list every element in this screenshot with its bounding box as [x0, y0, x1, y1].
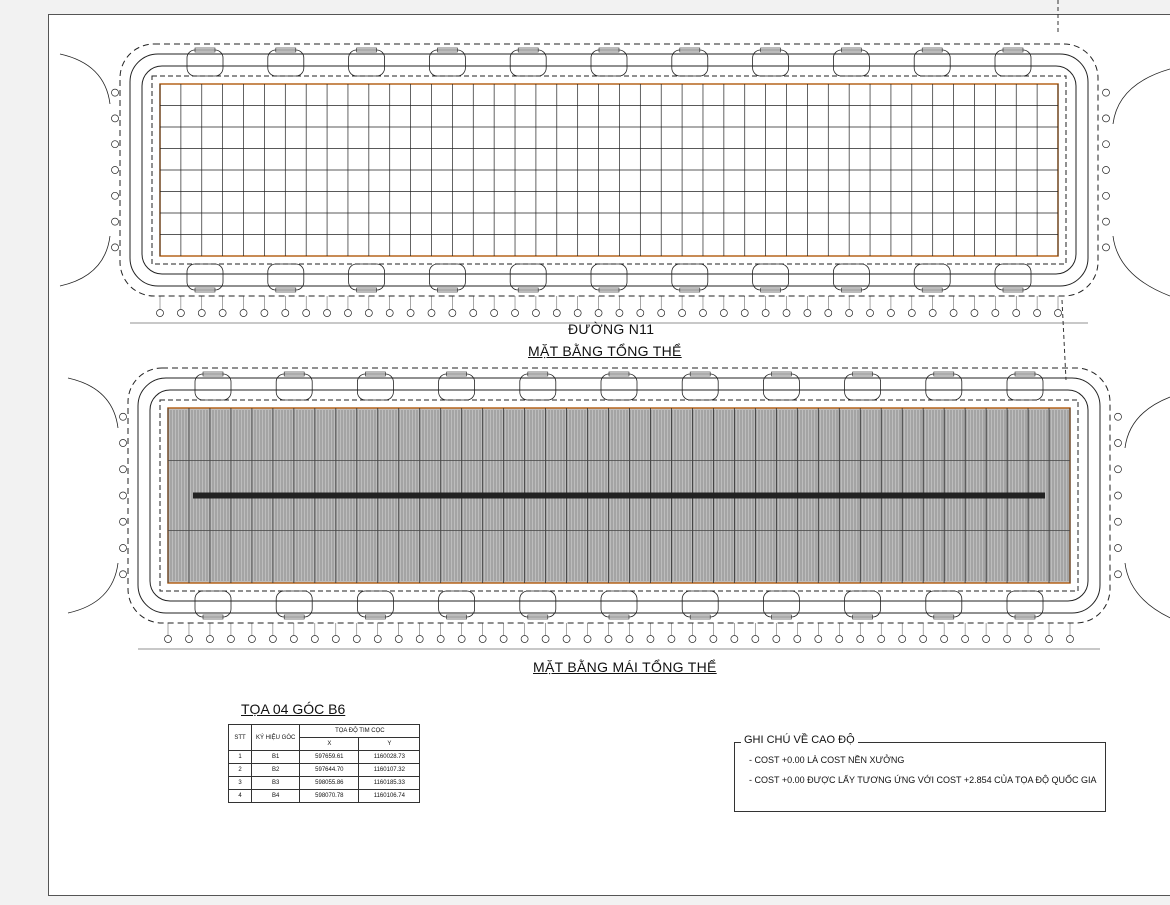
grid-bubble — [407, 310, 414, 317]
grid-bubble — [365, 310, 372, 317]
grid-bubble — [846, 310, 853, 317]
site-plan-title: MẶT BẰNG TỔNG THỂ — [528, 343, 682, 359]
grid-bubble — [521, 636, 528, 643]
table-row — [229, 751, 420, 764]
coordinate-table — [228, 724, 420, 803]
cell-x: 597644.70 — [300, 764, 359, 777]
grid-bubble — [120, 545, 127, 552]
grid-bubble — [762, 310, 769, 317]
grid-bubble — [992, 310, 999, 317]
grid-bubble — [668, 636, 675, 643]
grid-bubble — [227, 636, 234, 643]
cell-stt: 4 — [229, 790, 252, 803]
grid-bubble — [386, 310, 393, 317]
cell-stt: 2 — [229, 764, 252, 777]
grid-bubble — [1115, 413, 1122, 420]
grid-bubble — [1115, 545, 1122, 552]
grid-bubble — [929, 310, 936, 317]
grid-bubble — [416, 636, 423, 643]
grid-bubble — [512, 310, 519, 317]
grid-bubble — [553, 310, 560, 317]
cell-y: 1160028.73 — [359, 751, 420, 764]
table-row — [229, 790, 420, 803]
grid-bubble — [699, 310, 706, 317]
grid-bubble — [794, 636, 801, 643]
grid-bubble — [282, 310, 289, 317]
grid-bubble — [1115, 466, 1122, 473]
grid-bubble — [428, 310, 435, 317]
cell-y: 1160107.32 — [359, 764, 420, 777]
grid-bubble — [647, 636, 654, 643]
cell-stt: 3 — [229, 777, 252, 790]
grid-bubble — [470, 310, 477, 317]
grid-bubble — [248, 636, 255, 643]
grid-bubble — [185, 636, 192, 643]
grid-bubble — [332, 636, 339, 643]
access-road — [60, 54, 110, 104]
grid-bubble — [626, 636, 633, 643]
grid-bubble — [1034, 310, 1041, 317]
grid-bubble — [112, 218, 119, 225]
grid-bubble — [449, 310, 456, 317]
grid-bubble — [773, 636, 780, 643]
grid-bubble — [679, 310, 686, 317]
table-row — [229, 777, 420, 790]
cell-y: 1160106.74 — [359, 790, 420, 803]
grid-bubble — [532, 310, 539, 317]
grid-bubble — [710, 636, 717, 643]
grid-bubble — [491, 310, 498, 317]
roof-plan — [68, 368, 1170, 649]
access-road — [1125, 393, 1170, 448]
grid-bubble — [324, 310, 331, 317]
grid-bubble — [112, 192, 119, 199]
grid-bubble — [920, 636, 927, 643]
site-plan — [60, 44, 1170, 323]
grid-bubble — [815, 636, 822, 643]
grid-bubble — [563, 636, 570, 643]
grid-bubble — [437, 636, 444, 643]
access-road — [1125, 563, 1170, 623]
grid-bubble — [637, 310, 644, 317]
cell-x: 598055.86 — [300, 777, 359, 790]
header-symbol: KÝ HIỆU GÓC — [252, 725, 300, 751]
grid-bubble — [878, 636, 885, 643]
grid-bubble — [941, 636, 948, 643]
header-x: X — [300, 738, 359, 751]
note-line-1: - COST +0.00 LÀ COST NỀN XƯỞNG — [749, 755, 905, 765]
grid-bubble — [206, 636, 213, 643]
grid-bubble — [783, 310, 790, 317]
grid-bubble — [1103, 218, 1110, 225]
grid-bubble — [1025, 636, 1032, 643]
grid-bubble — [1115, 492, 1122, 499]
grid-bubble — [353, 636, 360, 643]
grid-bubble — [584, 636, 591, 643]
grid-bubble — [395, 636, 402, 643]
grid-bubble — [303, 310, 310, 317]
grid-bubble — [836, 636, 843, 643]
grid-bubble — [500, 636, 507, 643]
notes-title: GHI CHÚ VỀ CAO ĐỘ — [741, 734, 858, 746]
grid-bubble — [971, 310, 978, 317]
table-row — [229, 764, 420, 777]
grid-bubble — [219, 310, 226, 317]
grid-bubble — [950, 310, 957, 317]
grid-bubble — [741, 310, 748, 317]
grid-bubble — [720, 310, 727, 317]
grid-bubble — [574, 310, 581, 317]
grid-bubble — [542, 636, 549, 643]
grid-bubble — [177, 310, 184, 317]
grid-bubble — [605, 636, 612, 643]
access-road — [1113, 69, 1170, 124]
grid-bubble — [1115, 440, 1122, 447]
road-label: ĐƯỜNG N11 — [568, 321, 655, 337]
grid-bubble — [887, 310, 894, 317]
header-y: Y — [359, 738, 420, 751]
access-road — [1113, 236, 1170, 296]
grid-bubble — [658, 310, 665, 317]
grid-bubble — [825, 310, 832, 317]
grid-bubble — [689, 636, 696, 643]
grid-bubble — [112, 141, 119, 148]
grid-bubble — [1067, 636, 1074, 643]
grid-bubble — [857, 636, 864, 643]
grid-bubble — [458, 636, 465, 643]
grid-bubble — [1046, 636, 1053, 643]
cell-symbol: B1 — [252, 751, 300, 764]
grid-bubble — [595, 310, 602, 317]
grid-bubble — [962, 636, 969, 643]
access-road — [68, 378, 118, 428]
grid-bubble — [908, 310, 915, 317]
grid-bubble — [1103, 141, 1110, 148]
roof-ridge — [193, 493, 1045, 499]
grid-bubble — [157, 310, 164, 317]
grid-bubble — [899, 636, 906, 643]
grid-bubble — [1103, 167, 1110, 174]
grid-bubble — [1115, 518, 1122, 525]
cell-y: 1160185.33 — [359, 777, 420, 790]
grid-bubble — [1103, 115, 1110, 122]
grid-bubble — [804, 310, 811, 317]
cell-x: 598070.78 — [300, 790, 359, 803]
grid-bubble — [261, 310, 268, 317]
grid-bubble — [1103, 89, 1110, 96]
grid-bubble — [165, 636, 172, 643]
grid-bubble — [1055, 310, 1062, 317]
grid-bubble — [198, 310, 205, 317]
grid-bubble — [983, 636, 990, 643]
grid-bubble — [731, 636, 738, 643]
grid-bubble — [269, 636, 276, 643]
roof-plan-title: MẶT BẰNG MÁI TỔNG THỂ — [533, 659, 717, 675]
grid-bubble — [616, 310, 623, 317]
access-road — [60, 236, 110, 286]
grid-bubble — [1115, 571, 1122, 578]
grid-bubble — [290, 636, 297, 643]
grid-bubble — [1103, 244, 1110, 251]
grid-bubble — [479, 636, 486, 643]
grid-bubble — [752, 636, 759, 643]
grid-bubble — [120, 571, 127, 578]
note-line-2: - COST +0.00 ĐƯỢC LẤY TƯƠNG ỨNG VỚI COST +2.854 CỦA TỌA ĐỘ QUỐC GIA — [749, 775, 1097, 785]
grid-bubble — [120, 440, 127, 447]
header-group: TỌA ĐỘ TIM CỌC — [300, 725, 420, 738]
grid-bubble — [112, 244, 119, 251]
grid-bubble — [112, 167, 119, 174]
cell-symbol: B3 — [252, 777, 300, 790]
grid-bubble — [120, 492, 127, 499]
elevation-notes — [734, 734, 1106, 812]
grid-bubble — [311, 636, 318, 643]
cell-symbol: B4 — [252, 790, 300, 803]
access-road — [68, 563, 118, 613]
header-stt: STT — [229, 725, 252, 751]
cell-symbol: B2 — [252, 764, 300, 777]
grid-bubble — [374, 636, 381, 643]
grid-bubble — [120, 518, 127, 525]
grid-bubble — [1103, 192, 1110, 199]
grid-bubble — [1004, 636, 1011, 643]
coordinate-table-title: TỌA 04 GÓC B6 — [241, 701, 346, 717]
grid-bubble — [112, 115, 119, 122]
grid-bubble — [1013, 310, 1020, 317]
cell-x: 597659.61 — [300, 751, 359, 764]
grid-bubble — [120, 413, 127, 420]
grid-bubble — [344, 310, 351, 317]
grid-bubble — [867, 310, 874, 317]
cell-stt: 1 — [229, 751, 252, 764]
grid-bubble — [120, 466, 127, 473]
grid-bubble — [112, 89, 119, 96]
grid-bubble — [240, 310, 247, 317]
